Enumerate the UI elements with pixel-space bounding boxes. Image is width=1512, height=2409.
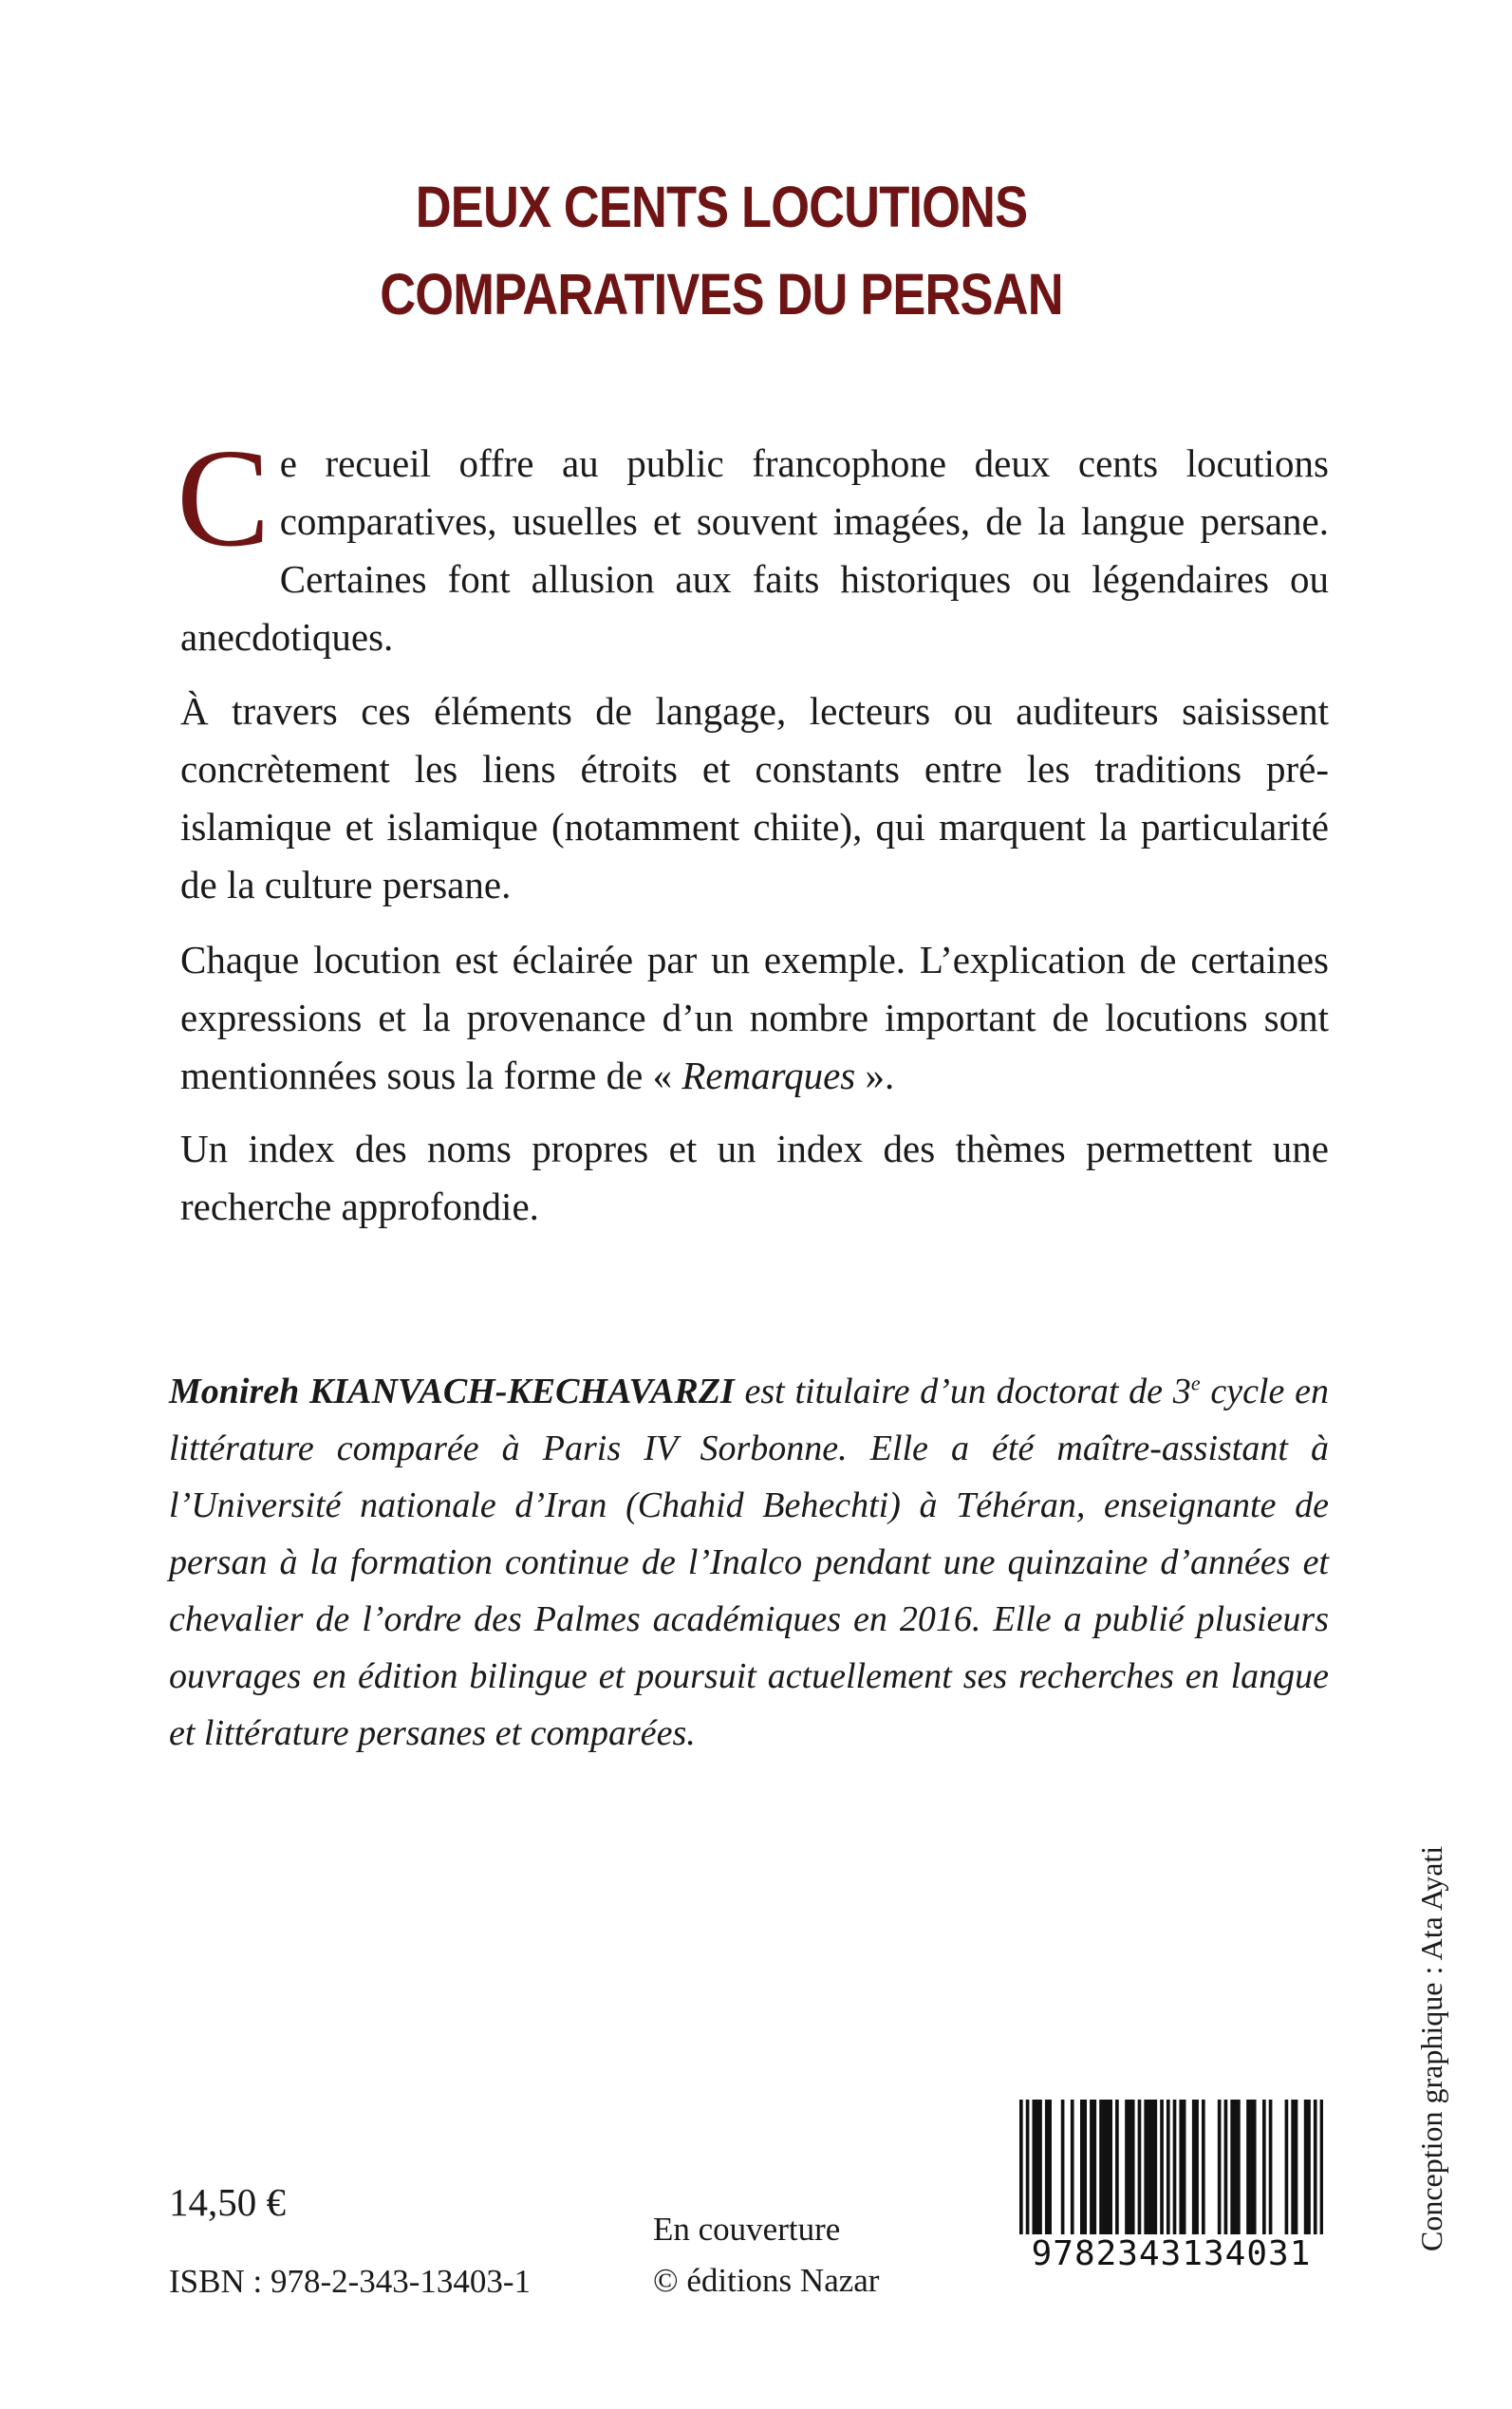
description-paragraph-2 xyxy=(180,682,1329,914)
cover-credit-line-1: En couverture xyxy=(653,2211,841,2248)
barcode-bar xyxy=(1295,2100,1298,2242)
barcode-bar xyxy=(1061,2100,1065,2242)
barcode xyxy=(1019,2100,1323,2299)
barcode-bar xyxy=(1026,2100,1030,2242)
barcode-bar xyxy=(1103,2100,1107,2242)
description-paragraph-4-text: Un index des noms propres et un index des thèmes permettent une recherche approfondie. xyxy=(180,1127,1329,1228)
barcode-bar xyxy=(1109,2100,1112,2242)
barcode-bar xyxy=(1234,2100,1238,2242)
barcode-bar xyxy=(1036,2100,1039,2242)
author-bio xyxy=(169,1363,1329,1762)
price: 14,50 € xyxy=(169,2180,286,2224)
barcode-bar xyxy=(1019,2100,1023,2242)
barcode-bar xyxy=(1129,2100,1132,2242)
description-paragraph-3-start: Chaque locution est éclairée par un exemple. L’explication de certaines expressions et la provenance d’un nombre important de locutions sont mentionnées sous la forme de « xyxy=(180,938,1329,1097)
barcode-bar xyxy=(1269,2100,1273,2242)
description-paragraph-1 xyxy=(177,420,1329,666)
barcode-bar xyxy=(1253,2100,1257,2242)
description-paragraph-2-text: À travers ces éléments de langage, lecteurs ou auditeurs saisissent concrètement les liens étroits et constants entre les traditions pré-islamique et islamique (notamment chiite), qui marquent la particularité de la culture persane. xyxy=(180,689,1329,906)
barcode-bar xyxy=(1150,2100,1154,2242)
barcode-bar xyxy=(1218,2100,1222,2242)
barcode-bar xyxy=(1131,2100,1135,2242)
barcode-bar xyxy=(1250,2100,1254,2242)
barcode-bar xyxy=(1099,2100,1103,2242)
barcode-bar xyxy=(1080,2100,1084,2242)
author-name: Monireh KIANVACH-KECHAVARZI xyxy=(169,1372,735,1411)
isbn: ISBN : 978-2-343-13403-1 xyxy=(169,2263,532,2300)
barcode-bar xyxy=(1032,2100,1036,2242)
barcode-bar xyxy=(1179,2100,1183,2242)
barcode-bar xyxy=(1038,2100,1042,2242)
description-paragraph-3-end: ». xyxy=(855,1054,895,1097)
description-paragraph-1-text: e recueil offre au public francophone deux cents locutions comparatives, usuelles et souvent imagées, de la langue persane. Certaines font allusion aux faits historiques ou légendaires ou anecdotiques. xyxy=(180,441,1329,659)
barcode-bar xyxy=(1195,2100,1199,2242)
cover-credit xyxy=(653,2204,879,2306)
book-title-line-1: DEUX CENTS LOCUTIONS xyxy=(415,175,1028,239)
barcode-bar xyxy=(1173,2100,1177,2242)
barcode-bar xyxy=(1090,2100,1093,2242)
author-bio-superscript: e xyxy=(1190,1371,1201,1395)
barcode-bar xyxy=(1125,2100,1129,2242)
barcode-bar xyxy=(1192,2100,1196,2242)
barcode-bar xyxy=(1148,2100,1151,2242)
design-credit: Conception graphique : Ata Ayati xyxy=(1414,1845,1448,2251)
barcode-bar xyxy=(1048,2100,1052,2242)
barcode-bar xyxy=(1304,2100,1308,2242)
barcode-bar xyxy=(1183,2100,1186,2242)
barcode-bar xyxy=(1138,2100,1142,2242)
barcode-bar xyxy=(1115,2100,1119,2242)
barcode-digits: 9782343134031 xyxy=(1019,2234,1323,2273)
barcode-bar xyxy=(1314,2100,1317,2242)
barcode-bar xyxy=(1237,2100,1241,2242)
barcode-bar xyxy=(1202,2100,1205,2242)
barcode-bar xyxy=(1262,2100,1266,2242)
barcode-bar xyxy=(1285,2100,1289,2242)
barcode-bar xyxy=(1092,2100,1096,2242)
description-paragraph-3 xyxy=(180,931,1329,1105)
barcode-bar xyxy=(1246,2100,1250,2242)
barcode-bar xyxy=(1083,2100,1087,2242)
remarques-term: Remarques xyxy=(681,1054,856,1097)
barcode-bar xyxy=(1224,2100,1228,2242)
barcode-bar xyxy=(1307,2100,1311,2242)
description-paragraph-4 xyxy=(180,1120,1329,1236)
author-bio-text-1: est titulaire d’un doctorat de 3 xyxy=(734,1372,1191,1411)
barcode-bar xyxy=(1167,2100,1170,2242)
barcode-bar xyxy=(1230,2100,1234,2242)
barcode-bar xyxy=(1291,2100,1295,2242)
cover-credit-line-2: © éditions Nazar xyxy=(653,2262,880,2299)
barcode-bar xyxy=(1106,2100,1110,2242)
barcode-bar xyxy=(1144,2100,1148,2242)
barcode-bar xyxy=(1153,2100,1157,2242)
barcode-bar xyxy=(1071,2100,1074,2242)
author-bio-text-2: cycle en littérature comparée à Paris IV Sorbonne. Elle a été maître-assistant à l’Université nationale d’Iran (Chahid Behechti) à Téhéran, enseignante de persan à la formation continue de l’Inalco pendant une quinzaine d’années et chevalier de l’ordre des Palmes académiques en 2016. Elle a publié plusieurs ouvrages en édition bilingue et poursuit actuellement ses recherches en langue et littérature persanes et comparées. xyxy=(169,1372,1329,1753)
dropcap-letter: C xyxy=(177,420,271,576)
barcode-bar xyxy=(1320,2100,1323,2242)
barcode-bar xyxy=(1160,2100,1164,2242)
barcode-bar xyxy=(1045,2100,1049,2242)
book-title-line-2: COMPARATIVES DU PERSAN xyxy=(380,262,1063,327)
